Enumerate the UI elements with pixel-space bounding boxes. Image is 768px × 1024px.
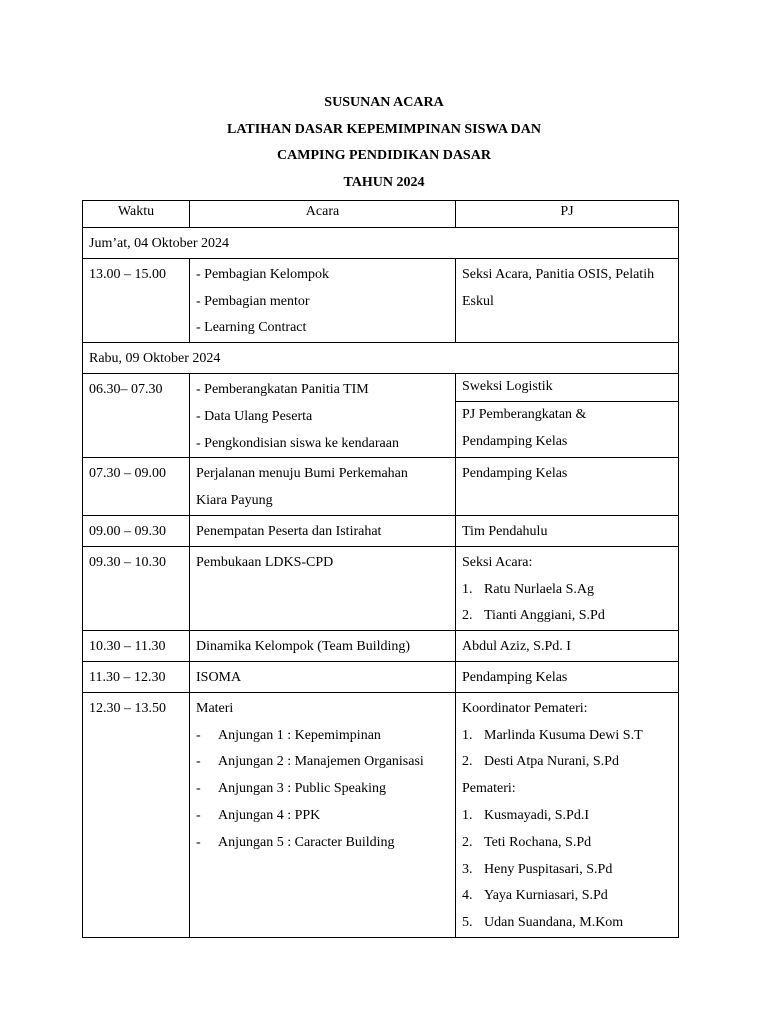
cell-waktu: 13.00 – 15.00 [83,258,190,342]
cell-acara [190,258,456,342]
list-item: 1. Kusmayadi, S.Pd.I [462,807,589,823]
date-row-day2 [83,343,679,374]
cell-acara [190,373,456,457]
title-line-1: SUSUNAN ACARA [324,95,444,110]
pj-line: Sweksi Logistik [462,378,553,394]
acara-item: - Pengkondisian siswa ke kendaraan [196,435,399,451]
document-title [0,93,768,199]
cell-waktu: 06.30– 07.30 [83,373,190,457]
cell-waktu: 11.30 – 12.30 [83,661,190,692]
acara-item: - Pembagian mentor [196,293,310,309]
title-line-2: LATIHAN DASAR KEPEMIMPINAN SISWA DAN [227,121,541,137]
date-day2: Rabu, 09 Oktober 2024 [83,343,679,374]
title-line-4: TAHUN 2024 [343,174,425,190]
header-waktu: Waktu [83,201,190,228]
cell-waktu: 09.30 – 10.30 [83,546,190,630]
acara-heading: Materi [196,700,234,716]
cell-waktu: 10.30 – 11.30 [83,631,190,662]
cell-acara: ISOMA [190,661,456,692]
pj-heading: Pemateri: [462,781,516,797]
list-item: - Anjungan 3 : Public Speaking [196,781,386,797]
list-item: 1. Marlinda Kusuma Dewi S.T [462,727,643,743]
table-row [83,458,679,516]
list-item: 2. Tianti Anggiani, S.Pd [462,608,605,624]
acara-item: - Data Ulang Peserta [196,408,313,424]
cell-acara: Dinamika Kelompok (Team Building) [190,631,456,662]
pj-heading: Seksi Acara: [462,554,533,570]
pj-heading: Koordinator Pemateri: [462,700,588,716]
cell-pj: Pendamping Kelas [456,661,679,692]
schedule-table [82,200,679,938]
table-row [83,258,679,342]
cell-pj: Tim Pendahulu [456,515,679,546]
list-item: - Anjungan 4 : PPK [196,807,321,823]
list-item: - Anjungan 1 : Kepemimpinan [196,727,381,743]
cell-pj: Abdul Aziz, S.Pd. I [456,631,679,662]
list-item: - Anjungan 5 : Caracter Building [196,834,395,850]
cell-waktu: 12.30 – 13.50 [83,692,190,937]
title-line-3: CAMPING PENDIDIKAN DASAR [277,148,491,163]
cell-pj [456,373,679,457]
pj-bottom [456,402,678,456]
acara-item: - Pemberangkatan Panitia TIM [196,381,369,397]
list-item: 2. Teti Rochana, S.Pd [462,834,592,850]
cell-acara: Penempatan Peserta dan Istirahat [190,515,456,546]
header-pj: PJ [456,201,679,228]
pj-line: Eskul [462,293,494,309]
cell-waktu: 09.00 – 09.30 [83,515,190,546]
acara-item: - Learning Contract [196,320,307,336]
table-row [83,631,679,662]
cell-acara [190,692,456,937]
table-row [83,661,679,692]
pj-top [456,374,678,402]
acara-item: - Pembagian Kelompok [196,266,329,282]
cell-pj [456,546,679,630]
cell-waktu: 07.30 – 09.00 [83,458,190,516]
acara-item: Kiara Payung [196,493,273,509]
table-row [83,515,679,546]
pj-line: PJ Pemberangkatan & [462,406,587,422]
list-item: - Anjungan 2 : Manajemen Organisasi [196,754,424,770]
pj-line: Seksi Acara, Panitia OSIS, Pelatih [462,266,655,282]
table-header-row [83,201,679,228]
cell-pj: Pendamping Kelas [456,458,679,516]
cell-acara: Pembukaan LDKS-CPD [190,546,456,630]
table-row [83,692,679,937]
table-row [83,373,679,457]
table-row [83,546,679,630]
acara-item: Perjalanan menuju Bumi Perkemahan [196,466,408,482]
header-acara: Acara [190,201,456,228]
pj-line: Pendamping Kelas [462,433,568,449]
list-item: 3. Heny Puspitasari, S.Pd [462,861,613,877]
list-item: 5. Udan Suandana, M.Kom [462,915,624,931]
cell-acara [190,458,456,516]
date-row-day1 [83,228,679,259]
list-item: 1. Ratu Nurlaela S.Ag [462,581,595,597]
list-item: 4. Yaya Kurniasari, S.Pd [462,888,608,904]
cell-pj [456,692,679,937]
list-item: 2. Desti Atpa Nurani, S.Pd [462,754,619,770]
date-day1: Jum’at, 04 Oktober 2024 [83,228,679,259]
cell-pj [456,258,679,342]
